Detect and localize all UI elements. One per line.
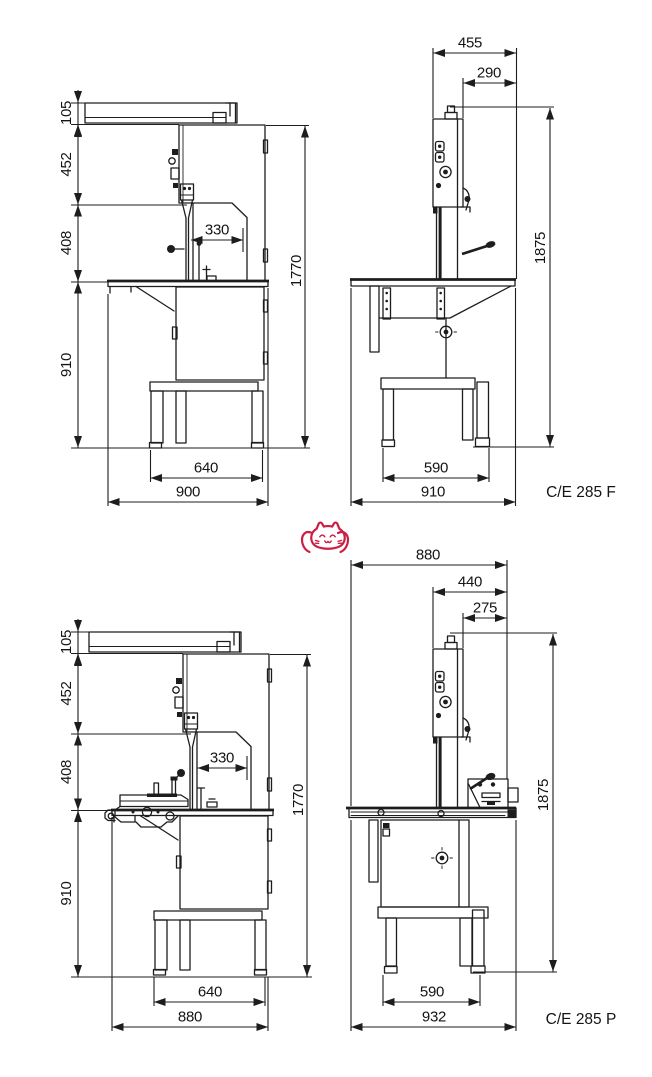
dim-label-p-side-452: 452 xyxy=(58,681,75,706)
dim-label-f-side-640: 640 xyxy=(193,459,219,477)
p-side-machine-drawing xyxy=(89,632,274,975)
cat-logo xyxy=(302,523,348,552)
dim-label-p-side-1770: 1770 xyxy=(290,783,307,817)
dim-label-p-front-275: 275 xyxy=(472,599,498,617)
f-front-dimensions xyxy=(351,35,616,507)
dim-label-p-side-330: 330 xyxy=(209,749,235,767)
p-front-machine-drawing xyxy=(346,636,518,973)
dim-label-f-side-910: 910 xyxy=(58,352,75,378)
dim-label-p-front-880: 880 xyxy=(415,546,441,564)
dim-label-f-front-910: 910 xyxy=(420,483,446,501)
dim-label-f-side-1770: 1770 xyxy=(288,254,305,288)
p-side-dimensions xyxy=(58,619,312,1031)
f-front-machine-drawing xyxy=(350,106,516,447)
dim-label-p-side-105: 105 xyxy=(58,629,75,655)
dim-label-f-front-590: 590 xyxy=(423,459,449,477)
dim-label-f-side-408: 408 xyxy=(58,230,75,256)
dim-label-p-front-440: 440 xyxy=(457,573,483,591)
dim-label-p-front-932: 932 xyxy=(421,1008,447,1026)
dim-label-f-front-290: 290 xyxy=(476,64,502,82)
dim-label-f-side-330: 330 xyxy=(204,221,230,239)
dim-label-p-front-1875: 1875 xyxy=(535,778,552,812)
dim-label-p-side-910: 910 xyxy=(58,881,75,906)
model-label-p: C/E 285 P xyxy=(545,1011,617,1028)
dim-label-f-side-900: 900 xyxy=(175,483,201,501)
dim-label-p-side-640: 640 xyxy=(197,983,223,1001)
dim-label-p-front-590: 590 xyxy=(419,983,445,1001)
f-side-machine-drawing xyxy=(85,103,269,448)
dim-label-p-side-880: 880 xyxy=(177,1008,203,1026)
dim-label-f-side-452: 452 xyxy=(58,152,75,177)
dim-label-f-front-1875: 1875 xyxy=(532,231,549,265)
model-label-f: C/E 285 F xyxy=(546,484,616,501)
dim-label-f-front-455: 455 xyxy=(457,34,483,52)
dim-label-p-side-408: 408 xyxy=(58,759,75,785)
dim-label-f-side-105: 105 xyxy=(58,100,75,126)
